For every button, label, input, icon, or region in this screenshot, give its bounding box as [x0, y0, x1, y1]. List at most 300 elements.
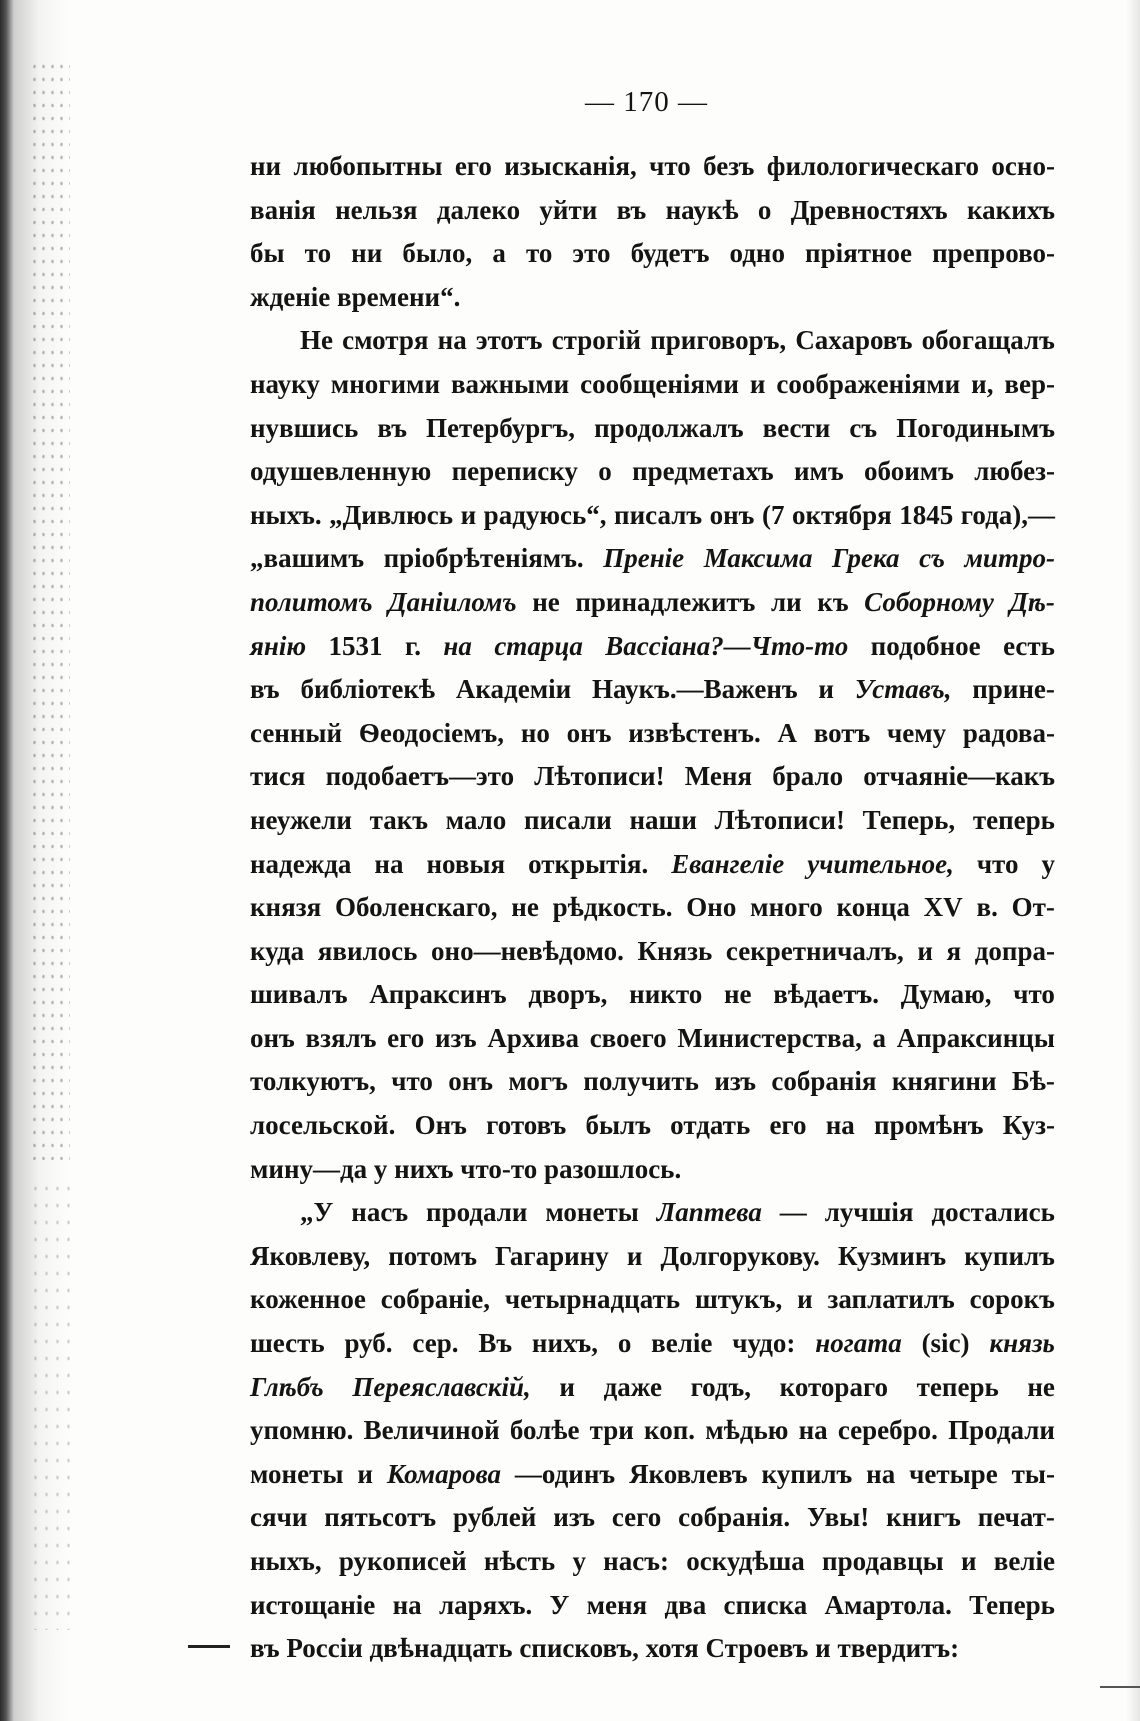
word: много — [750, 892, 823, 923]
word: и — [559, 1371, 575, 1402]
word: заплатилъ — [827, 1284, 955, 1315]
word: ванія — [250, 194, 316, 225]
word: годъ, — [690, 1371, 752, 1402]
word: чудо: — [732, 1328, 796, 1359]
word: Лаптева — [656, 1197, 762, 1228]
word: одушевленную — [250, 456, 432, 487]
word: но — [520, 717, 550, 748]
text-line — [250, 1017, 1055, 1061]
word: писалъ — [614, 499, 703, 530]
word: Дѣ- — [1009, 586, 1055, 617]
edge-mark — [1100, 1686, 1140, 1688]
word: наукѣ — [665, 194, 739, 225]
word: учительное, — [807, 848, 954, 879]
word: Вассіана?—Что-то — [605, 630, 849, 661]
word: Строевъ — [705, 1633, 816, 1664]
word: и — [960, 1546, 977, 1576]
word: Петербургъ, — [426, 412, 576, 443]
text-line — [250, 625, 1055, 669]
word: я — [946, 935, 962, 966]
word: Величиной — [363, 1415, 500, 1446]
word: митро- — [964, 543, 1055, 574]
word: и, — [971, 368, 994, 399]
word: мину—да — [250, 1153, 374, 1184]
word: лосельской. — [250, 1110, 396, 1141]
word: три — [589, 1415, 634, 1446]
word: сенный — [250, 717, 343, 748]
word: Министерства, — [677, 1022, 862, 1053]
word: его — [387, 1022, 425, 1053]
word: безъ — [703, 151, 755, 181]
text-line — [250, 319, 1055, 363]
word: сорокъ — [969, 1284, 1055, 1315]
word: о — [617, 1328, 632, 1359]
word: не — [724, 979, 752, 1010]
word: извѣстенъ. — [628, 717, 761, 748]
word: 1531 — [328, 630, 383, 661]
word: вотъ — [813, 717, 871, 748]
text-line — [250, 1322, 1055, 1366]
word: библіотекѣ — [300, 674, 436, 705]
word: болѣе — [509, 1415, 580, 1446]
word: строгій — [551, 325, 642, 356]
text-line — [250, 189, 1055, 233]
word: Не — [300, 325, 333, 356]
word: ни — [250, 151, 282, 181]
word: — — [779, 1197, 807, 1228]
word: теперь — [916, 1371, 999, 1402]
word: Архива — [487, 1022, 579, 1053]
word: филологическаго — [766, 151, 980, 181]
word: важными — [450, 368, 570, 399]
text-line — [250, 973, 1055, 1017]
word: тися — [250, 761, 306, 792]
word: науку — [250, 368, 320, 399]
word: насъ: — [603, 1546, 669, 1576]
word: куда — [250, 935, 305, 966]
text-line — [250, 755, 1055, 799]
word: нельзя — [335, 194, 418, 225]
word: У — [549, 1589, 570, 1620]
word: съ — [849, 412, 878, 443]
word: политомъ — [250, 586, 373, 617]
word: радуюсь“, — [483, 499, 607, 530]
word: четыре — [909, 1458, 998, 1489]
word: Яковлеву, — [250, 1240, 371, 1271]
word: а — [492, 238, 506, 269]
word: пріобрѣтеніямъ. — [383, 543, 584, 574]
word: Лѣтописи! — [534, 761, 665, 792]
text-line — [250, 1540, 1055, 1584]
word: даже — [603, 1371, 662, 1402]
word: ныхъ. — [250, 499, 322, 530]
word: Древностяхъ — [790, 194, 948, 225]
word: Погодинымъ — [896, 412, 1055, 443]
word: было, — [402, 238, 473, 269]
word: допра- — [974, 935, 1055, 966]
word: два — [664, 1589, 707, 1620]
word: отчаяніе—какъ — [863, 761, 1055, 792]
text-line — [250, 1104, 1055, 1148]
word: Преніе — [603, 543, 685, 574]
word: списковъ, — [519, 1633, 646, 1664]
word: Въ — [478, 1328, 513, 1359]
word: соображеніями — [776, 368, 961, 399]
text-line — [250, 799, 1055, 843]
word: и — [749, 368, 766, 399]
word: взялъ — [305, 1022, 377, 1053]
word: у — [373, 1153, 395, 1184]
word: предметахъ — [632, 456, 774, 487]
word: не — [532, 586, 560, 617]
word: сячи — [250, 1502, 308, 1533]
word: обоимъ — [864, 456, 954, 487]
word: подобное — [870, 630, 981, 661]
word: нѣсть — [483, 1546, 556, 1576]
word: принадлежитъ — [575, 586, 756, 617]
word: лучшія — [824, 1197, 914, 1228]
word: ногата — [815, 1328, 902, 1359]
word: и — [815, 1633, 838, 1664]
word: у — [1041, 848, 1055, 879]
word: Онъ — [414, 1110, 467, 1141]
word: княгини — [891, 1066, 997, 1097]
word: изъ — [434, 1022, 477, 1053]
scan-specks — [30, 60, 70, 1160]
word: старца — [494, 630, 583, 661]
word: А — [777, 717, 797, 748]
word: уйти — [539, 194, 598, 225]
word: вѣдаетъ. — [773, 979, 879, 1010]
word: что — [976, 848, 1019, 879]
word: готовъ — [486, 1110, 567, 1141]
word: и — [818, 674, 834, 705]
word: какихъ — [966, 194, 1055, 225]
text-line — [250, 1278, 1055, 1322]
word: Комарова — [386, 1458, 501, 1489]
word: штукъ, — [694, 1284, 783, 1315]
text-line — [250, 886, 1055, 930]
word: От- — [1011, 892, 1055, 923]
word: Продали — [948, 1415, 1055, 1446]
word: (7 — [761, 499, 785, 530]
word: наши — [629, 804, 697, 835]
word: Апраксинцы — [896, 1022, 1055, 1053]
word: князь — [989, 1328, 1055, 1359]
word: его — [454, 151, 492, 181]
word: теперь — [972, 804, 1055, 835]
word: шесть — [250, 1328, 325, 1359]
word: что — [1013, 979, 1055, 1010]
text-line — [250, 1453, 1055, 1497]
word: Увы! — [806, 1502, 870, 1533]
word: Евангеліе — [671, 848, 785, 879]
word: рѣдкость. — [552, 892, 673, 923]
word: явилось — [317, 935, 418, 966]
text-line — [250, 537, 1055, 581]
word: смотря — [342, 325, 429, 356]
word: разошлось. — [544, 1153, 682, 1184]
word: Гагарину — [495, 1240, 609, 1271]
page-number: — 170 — — [585, 86, 708, 118]
word: Теперь — [969, 1589, 1055, 1620]
word: оскудѣша — [686, 1546, 805, 1576]
word: „Дивлюсь — [329, 499, 454, 530]
word: нувшись — [250, 412, 359, 443]
word: списка — [723, 1589, 808, 1620]
paragraph-p3 — [250, 1191, 1055, 1671]
word: Яковлевъ — [629, 1458, 748, 1489]
word: собранія — [771, 1066, 877, 1097]
word: могъ — [508, 1066, 568, 1097]
word: оно—невѣдомо. — [431, 935, 624, 966]
word: мѣдью — [705, 1415, 789, 1446]
word: брало — [772, 761, 844, 792]
text-line — [250, 1060, 1055, 1104]
word: XV — [923, 892, 963, 923]
text-line — [250, 1191, 1055, 1235]
word: своего — [589, 1022, 667, 1053]
word: ныхъ, — [250, 1546, 322, 1576]
word: коженное — [250, 1284, 366, 1315]
word: серебро. — [837, 1415, 938, 1446]
paragraph-p1 — [250, 145, 1055, 319]
word: дворъ, — [528, 979, 608, 1010]
word: Даніиломъ — [388, 586, 517, 617]
word: сего — [611, 1502, 662, 1533]
word: достались — [931, 1197, 1055, 1228]
word: и — [917, 935, 933, 966]
word: на — [437, 325, 467, 356]
word: такъ — [369, 804, 428, 835]
word: веліе — [651, 1328, 713, 1359]
word: печат- — [977, 1502, 1055, 1533]
word: продали — [426, 1197, 528, 1228]
text-line — [250, 1496, 1055, 1540]
word: приговоръ, — [650, 325, 787, 356]
word: обогащалъ — [921, 325, 1055, 356]
text-line — [250, 1409, 1055, 1453]
text-column — [250, 145, 1055, 1671]
word: то — [525, 238, 553, 269]
text-line — [250, 581, 1055, 625]
text-line — [250, 363, 1055, 407]
word: и — [626, 1240, 643, 1271]
word: сообщеніями — [580, 368, 739, 399]
word: Кузминъ — [838, 1240, 947, 1271]
word: купилъ — [761, 1458, 853, 1489]
page-right-edge — [1126, 0, 1140, 1721]
text-line — [250, 1584, 1055, 1628]
text-line — [250, 276, 1055, 320]
word: и — [460, 499, 477, 530]
text-line — [250, 668, 1055, 712]
word: четырнадцать — [504, 1284, 681, 1315]
word: Соборному — [864, 586, 994, 617]
word: меня — [586, 1589, 648, 1620]
word: съ — [919, 543, 945, 574]
word: неужели — [250, 804, 352, 835]
word: твердитъ: — [837, 1633, 960, 1664]
word: октября — [792, 499, 892, 530]
word: на — [798, 1415, 828, 1446]
word: двѣнадцать — [369, 1633, 520, 1664]
word: года),— — [960, 499, 1055, 530]
word: въ — [250, 1633, 287, 1664]
word: —одинъ — [514, 1458, 616, 1489]
word: рублей — [453, 1502, 537, 1533]
word: монеты — [545, 1197, 639, 1228]
word: продолжалъ — [594, 412, 744, 443]
word: одно — [729, 238, 785, 269]
word: открытія. — [528, 848, 649, 879]
word: нихъ, — [531, 1328, 598, 1359]
word: Оно — [686, 892, 737, 923]
word: на — [443, 630, 472, 661]
text-line — [250, 1627, 1055, 1671]
word: Князь — [637, 935, 713, 966]
word: что — [649, 151, 691, 181]
text-line — [250, 843, 1055, 887]
word: подобаетъ—это — [325, 761, 515, 792]
word: вести — [762, 412, 831, 443]
word: на — [392, 1589, 422, 1620]
word: былъ — [585, 1110, 651, 1141]
word: что-то — [460, 1153, 545, 1184]
word: есть — [1003, 630, 1055, 661]
word: собраніе, — [380, 1284, 491, 1315]
word: и — [357, 1458, 373, 1489]
word: прине- — [972, 674, 1055, 705]
word: ты- — [1011, 1458, 1055, 1489]
word: Ѳеодосіемъ, — [358, 717, 505, 748]
word: любопытны — [293, 151, 443, 181]
word: препрово- — [932, 238, 1055, 269]
word: продавцы — [822, 1546, 944, 1576]
word: Амартола. — [824, 1589, 952, 1620]
text-line — [250, 145, 1055, 189]
word: шивалъ — [250, 979, 348, 1010]
word: Думаю, — [900, 979, 992, 1010]
word: янію — [250, 630, 307, 661]
word: онъ — [566, 717, 612, 748]
word: у — [572, 1546, 586, 1576]
word: Теперь, — [862, 804, 956, 835]
word: ларяхъ. — [438, 1589, 533, 1620]
text-line — [250, 1148, 1055, 1192]
word: хотя — [645, 1633, 706, 1664]
word: Глѣбъ — [250, 1371, 324, 1402]
word: мало — [445, 804, 507, 835]
word: о — [598, 456, 612, 487]
word: Академіи — [455, 674, 572, 705]
text-line — [250, 450, 1055, 494]
word: имъ — [794, 456, 844, 487]
text-line — [250, 407, 1055, 451]
word: 1845 — [899, 499, 954, 530]
word: писали — [523, 804, 612, 835]
word: упомню. — [250, 1415, 354, 1446]
word: а — [872, 1022, 887, 1053]
word: многими — [330, 368, 441, 399]
word: „У — [300, 1197, 334, 1228]
word: времени“. — [337, 281, 461, 312]
word: далеко — [436, 194, 521, 225]
word: Грека — [831, 543, 900, 574]
word: Наукъ.—Важенъ — [591, 674, 798, 705]
word: (sic) — [921, 1328, 970, 1359]
word: бы — [250, 238, 285, 269]
text-line — [250, 1366, 1055, 1410]
word: о — [757, 194, 772, 225]
word: Максима — [703, 543, 813, 574]
word: в. — [976, 892, 998, 923]
word: пріятное — [805, 238, 913, 269]
word: „вашимъ — [250, 543, 365, 574]
word: изъ — [714, 1066, 756, 1097]
word: изысканія, — [504, 151, 637, 181]
word: на — [825, 1110, 855, 1141]
word: князя — [250, 892, 322, 923]
word: этотъ — [475, 325, 543, 356]
word: Лѣтописи! — [714, 804, 845, 835]
word: онъ — [709, 499, 755, 530]
word: на — [866, 1458, 896, 1489]
paragraph-p2 — [250, 319, 1055, 1191]
word: сер. — [412, 1328, 459, 1359]
word: руб. — [344, 1328, 393, 1359]
word: вер- — [1004, 368, 1055, 399]
word: осно- — [991, 151, 1055, 181]
word: что — [391, 1066, 433, 1097]
word: коп. — [644, 1415, 696, 1446]
word: нихъ — [394, 1153, 461, 1184]
text-line — [250, 494, 1055, 538]
text-line — [250, 930, 1055, 974]
word: въ — [377, 412, 407, 443]
word: секретничалъ, — [725, 935, 904, 966]
word: Долгорукову. — [660, 1240, 820, 1271]
word: Сахаровъ — [795, 325, 913, 356]
word: чему — [887, 717, 947, 748]
word: его — [769, 1110, 807, 1141]
word: ни — [351, 238, 383, 269]
word: купилъ — [964, 1240, 1055, 1271]
word: никто — [629, 979, 703, 1010]
word: любез- — [974, 456, 1055, 487]
word: истощаніе — [250, 1589, 376, 1620]
word: Оболенскаго, — [335, 892, 498, 923]
word: Куз- — [1002, 1110, 1055, 1141]
scan-specks-lower — [30, 1180, 70, 1630]
word: Уставъ, — [854, 674, 952, 705]
word: промѣнъ — [874, 1110, 984, 1141]
word: Переяславскій, — [352, 1371, 531, 1402]
word: книгъ — [886, 1502, 961, 1533]
word: собранія. — [678, 1502, 791, 1533]
text-line — [250, 232, 1055, 276]
word: новыя — [426, 848, 506, 879]
text-line — [250, 712, 1055, 756]
word: Россіи — [286, 1633, 370, 1664]
word: конца — [836, 892, 910, 923]
word: не — [1027, 1371, 1055, 1402]
text-line — [250, 1235, 1055, 1279]
word: онъ — [448, 1066, 494, 1097]
word: не — [511, 892, 539, 923]
word: переписку — [451, 456, 578, 487]
word: получить — [583, 1066, 699, 1097]
